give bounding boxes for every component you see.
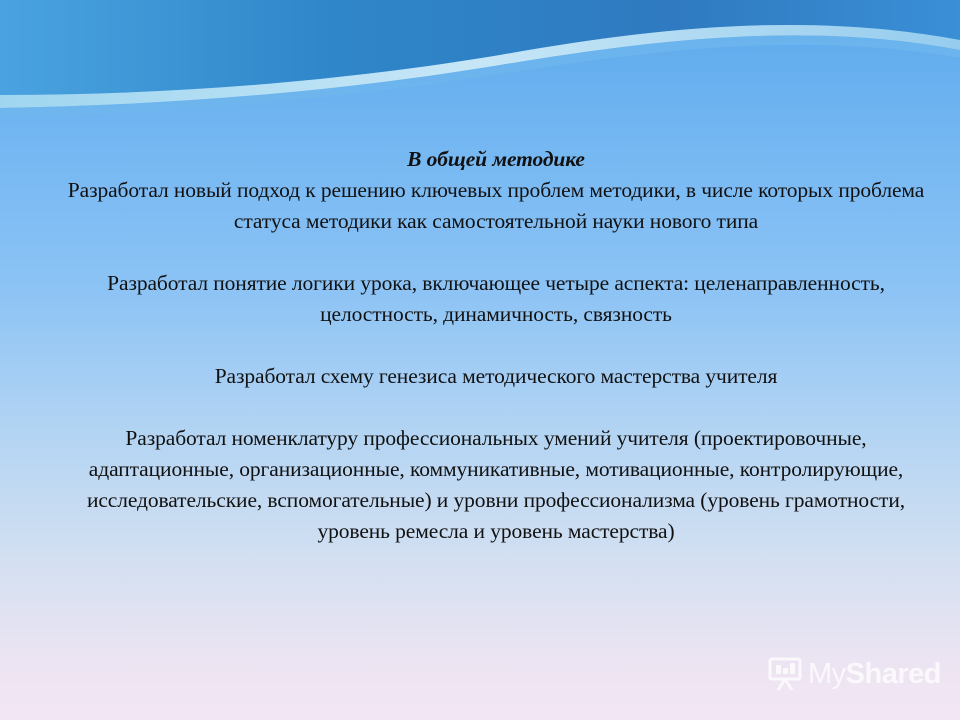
watermark-text	[808, 658, 941, 691]
paragraph-skills: Разработал номенклатуру профессиональных умений учителя (проектировочные, адаптационные, организационные, коммуникативные, мотивационные, контролирующие, исследовательские, вспомогательные) и уровни профессионализма (уровень грамотности, уровень ремесла и уровень мастерства)	[86, 426, 906, 543]
paragraph-lesson-logic: Разработал понятие логики урока, включающее четыре аспекта: целенаправленность, целостность, динамичность, связность	[107, 271, 885, 326]
slide-body	[60, 144, 932, 578]
watermark-my: My	[808, 657, 846, 690]
paragraph-genesis: Разработал схему генезиса методического мастерства учителя	[214, 364, 778, 388]
header-wave-decoration	[0, 0, 960, 140]
watermark-shared: Shared	[845, 657, 941, 690]
paragraph-approach: Разработал новый подход к решению ключевых проблем методики, в числе которых проблема статуса методики как самостоятельной науки нового типа	[67, 178, 925, 233]
myshared-watermark	[768, 654, 941, 694]
section-heading: В общей методике	[407, 147, 585, 171]
presentation-board-icon	[768, 656, 802, 692]
